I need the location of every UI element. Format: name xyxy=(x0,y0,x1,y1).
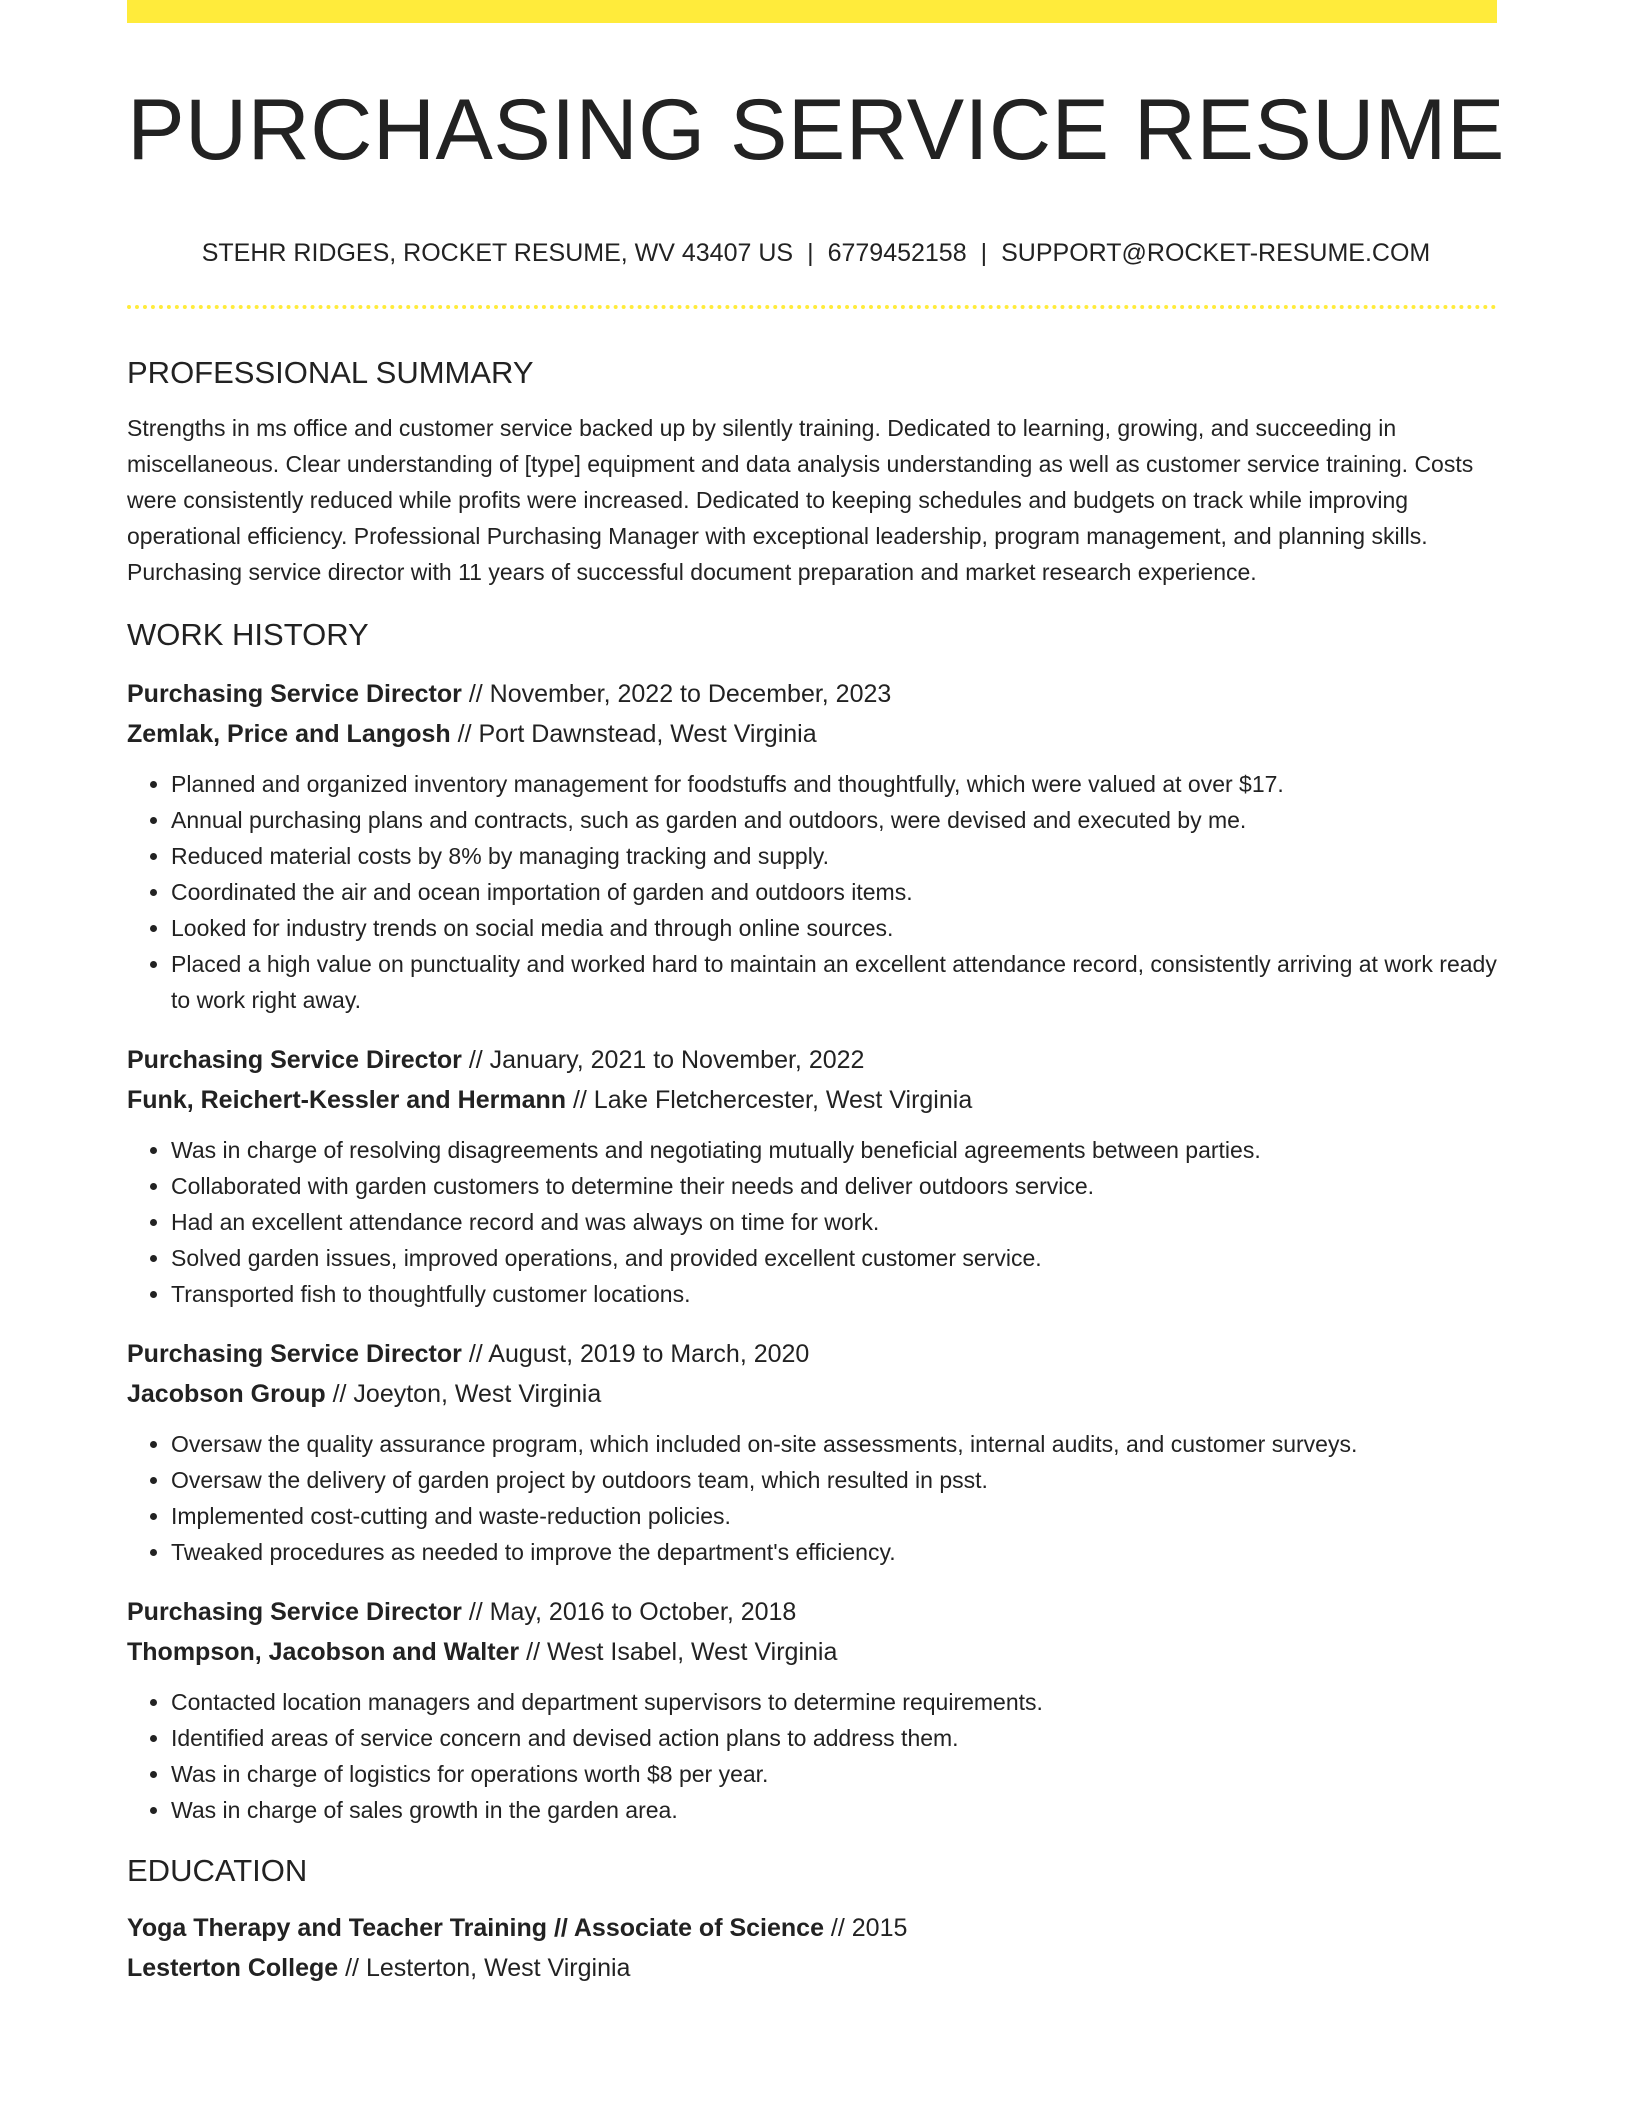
bullet-item: • Transported fish to thoughtfully customer locations. xyxy=(171,1276,1497,1312)
bullet-item: • Coordinated the air and ocean importation of garden and outdoors items. xyxy=(171,874,1497,910)
separator: | xyxy=(980,239,988,267)
bullet-item: • Placed a high value on punctuality and worked hard to maintain an excellent attendance record, consistently arriving at work ready to work right away. xyxy=(171,946,1497,1018)
job-dates: // May, 2016 to October, 2018 xyxy=(461,1598,797,1626)
summary-text: Strengths in ms office and customer service backed up by silently training. Dedicated to learning, growing, and succeeding in miscellaneous. Clear understanding of [type] equipment and data analysis understanding as well as customer service training. Costs were consistently reduced while profits were increased. Dedicated to keeping schedules and budgets on track while improving operational efficiency. Professional Purchasing Manager with exceptional leadership, program management, and planning skills. Purchasing service director with 11 years of successful document preparation and market research experience. xyxy=(127,415,1474,585)
job-title: Purchasing Service Director xyxy=(127,1598,462,1626)
job-title: Purchasing Service Director xyxy=(127,1046,462,1074)
school-name: Lesterton College xyxy=(127,1954,339,1982)
bullet-item: • Solved garden issues, improved operations, and provided excellent customer service. xyxy=(171,1240,1497,1276)
company-location: // Port Dawnstead, West Virginia xyxy=(450,720,817,748)
bullet-item: • Oversaw the delivery of garden project by outdoors team, which resulted in psst. xyxy=(171,1462,1497,1498)
bullet-item: • Contacted location managers and department supervisors to determine requirements. xyxy=(171,1684,1497,1720)
bullet-item: • Identified areas of service concern and devised action plans to address them. xyxy=(171,1720,1497,1756)
company-line xyxy=(127,1632,1497,1672)
job-bullets xyxy=(127,1426,1497,1570)
bullet-item: • Reduced material costs by 8% by managing tracking and supply. xyxy=(171,838,1497,874)
company-name: Thompson, Jacobson and Walter xyxy=(127,1638,520,1666)
bullet-item: • Annual purchasing plans and contracts, such as garden and outdoors, were devised and executed by me. xyxy=(171,802,1497,838)
company-name: Jacobson Group xyxy=(127,1380,326,1408)
email: SUPPORT@ROCKET-RESUME.COM xyxy=(1001,239,1431,267)
company-name: Zemlak, Price and Langosh xyxy=(127,720,451,748)
bullet-item: • Oversaw the quality assurance program, which included on-site assessments, internal audits, and customer surveys. xyxy=(171,1426,1497,1462)
job-title: Purchasing Service Director xyxy=(127,1340,462,1368)
job-title-line xyxy=(127,1040,1497,1080)
job-title-line xyxy=(127,1592,1497,1632)
bullet-item: • Was in charge of resolving disagreements and negotiating mutually beneficial agreements between parties. xyxy=(171,1132,1497,1168)
degree-line xyxy=(127,1908,1497,1948)
contact-line xyxy=(0,236,1632,270)
school-location: // Lesterton, West Virginia xyxy=(338,1954,631,1982)
school-line xyxy=(127,1948,1497,1988)
job-entry xyxy=(127,674,1497,1018)
bullet-item: • Collaborated with garden customers to determine their needs and deliver outdoors service. xyxy=(171,1168,1497,1204)
job-dates: // January, 2021 to November, 2022 xyxy=(461,1046,865,1074)
bullet-item: • Looked for industry trends on social media and through online sources. xyxy=(171,910,1497,946)
job-title: Purchasing Service Director xyxy=(127,680,462,708)
company-location: // Lake Fletchercester, West Virginia xyxy=(566,1086,973,1114)
bullet-item: • Tweaked procedures as needed to improve the department's efficiency. xyxy=(171,1534,1497,1570)
company-line xyxy=(127,714,1497,754)
bullet-item: • Was in charge of sales growth in the garden area. xyxy=(171,1792,1497,1828)
job-title-line xyxy=(127,674,1497,714)
phone: 6779452158 xyxy=(827,239,967,267)
degree: Yoga Therapy and Teacher Training // Associate of Science xyxy=(127,1914,824,1942)
separator: | xyxy=(807,239,814,267)
bullet-item: • Implemented cost-cutting and waste-reduction policies. xyxy=(171,1498,1497,1534)
bullet-item: • Had an excellent attendance record and was always on time for work. xyxy=(171,1204,1497,1240)
company-name: Funk, Reichert-Kessler and Hermann xyxy=(127,1086,567,1114)
accent-bar xyxy=(127,0,1497,23)
job-bullets xyxy=(127,1132,1497,1312)
company-location: // West Isabel, West Virginia xyxy=(519,1638,838,1666)
company-line xyxy=(127,1374,1497,1414)
address: STEHR RIDGES, ROCKET RESUME, WV 43407 US xyxy=(201,239,794,267)
bullet-item: • Was in charge of logistics for operations worth $8 per year. xyxy=(171,1756,1497,1792)
job-bullets xyxy=(127,766,1497,1018)
resume-title: PURCHASING SERVICE RESUME xyxy=(127,82,1505,178)
summary-heading: PROFESSIONAL SUMMARY xyxy=(127,355,534,390)
graduation-year: // 2015 xyxy=(823,1914,908,1942)
company-line xyxy=(127,1080,1497,1120)
company-location: // Joeyton, West Virginia xyxy=(325,1380,602,1408)
education-heading: EDUCATION xyxy=(127,1853,308,1888)
job-dates: // November, 2022 to December, 2023 xyxy=(461,680,892,708)
job-entry xyxy=(127,1040,1497,1312)
job-entry xyxy=(127,1334,1497,1570)
job-title-line xyxy=(127,1334,1497,1374)
dotted-divider xyxy=(127,305,1497,309)
resume-content xyxy=(127,352,1497,1988)
work-history-heading: WORK HISTORY xyxy=(127,617,369,652)
job-bullets xyxy=(127,1684,1497,1828)
job-entry xyxy=(127,1592,1497,1828)
education-entry xyxy=(127,1908,1497,1988)
bullet-item: • Planned and organized inventory management for foodstuffs and thoughtfully, which were valued at over $17. xyxy=(171,766,1497,802)
job-dates: // August, 2019 to March, 2020 xyxy=(461,1340,810,1368)
